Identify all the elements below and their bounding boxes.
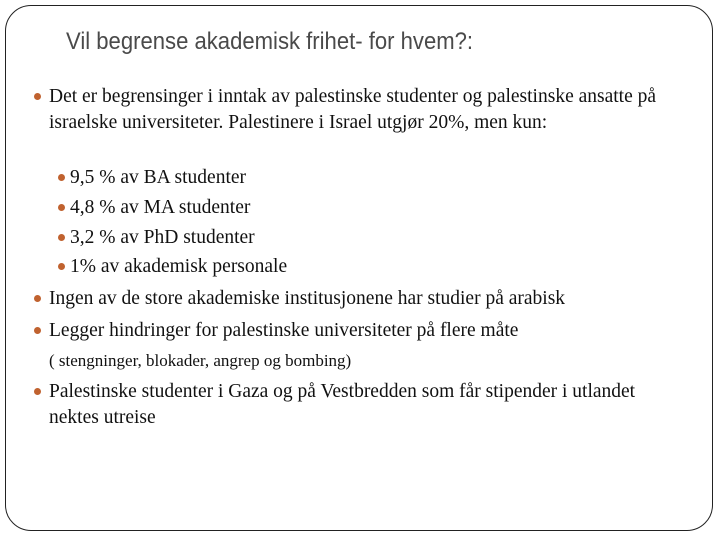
bullet-dot-icon [34, 327, 41, 334]
sub-bullet-item [70, 165, 670, 191]
bullet-text: Palestinske studenter i Gaza og på Vestbredden som får stipender i utlandet nektes utreise [49, 381, 636, 428]
bullet-text: 3,2 % av PhD studenter [70, 227, 255, 248]
sub-bullet-item [70, 225, 670, 251]
bullet-dot-icon [58, 263, 65, 270]
bullet-dot-icon [58, 204, 65, 211]
bullet-dot-icon [58, 174, 65, 181]
bullet-dot-icon [58, 234, 65, 241]
bullet-text: 1% av akademisk personale [70, 256, 288, 277]
bullet-text: Det er begrensinger i inntak av palestinske studenter og palestinske ansatte på israelske universiteter. Palestinere i Israel utgjør 20%, men kun: [49, 86, 657, 133]
bullet-item [49, 318, 689, 344]
bullet-item [49, 286, 689, 312]
bullet-dot-icon [34, 295, 41, 302]
bullet-dot-icon [34, 388, 41, 395]
bullet-note: ( stengninger, blokader, angrep og bombing) [49, 351, 352, 370]
bullet-item [49, 84, 689, 135]
sub-bullet-item [70, 195, 670, 221]
bullet-text: 9,5 % av BA studenter [70, 167, 247, 188]
slide-title: Vil begrense akademisk frihet- for hvem?: [66, 28, 474, 55]
bullet-text: Ingen av de store akademiske institusjonene har studier på arabisk [49, 288, 566, 309]
bullet-item [49, 379, 649, 430]
bullet-text: 4,8 % av MA studenter [70, 197, 251, 218]
sub-bullet-item [70, 254, 670, 280]
bullet-dot-icon [34, 93, 41, 100]
bullet-text: Legger hindringer for palestinske universiteter på flere måte [49, 320, 519, 341]
